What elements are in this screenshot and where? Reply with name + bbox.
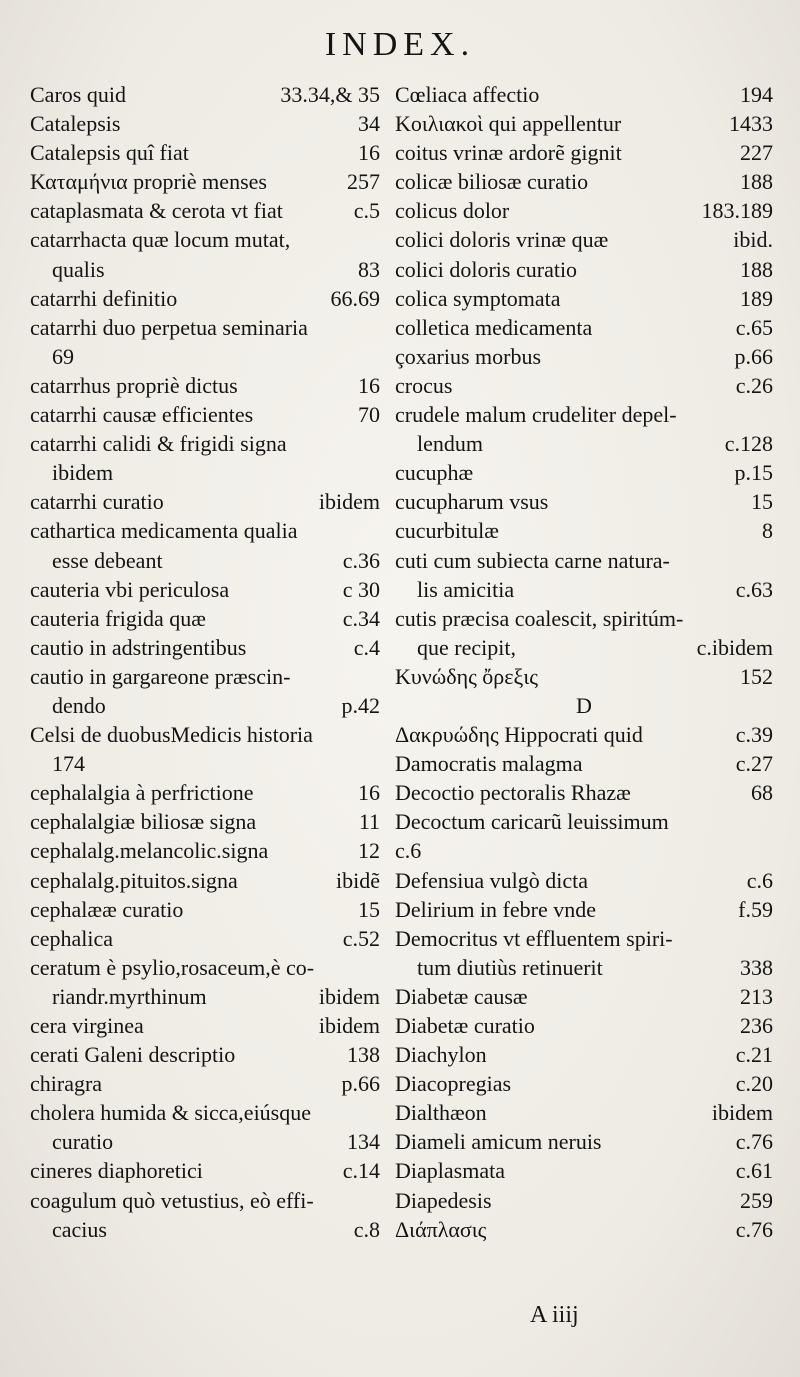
index-entry — [395, 429, 773, 458]
index-entry — [30, 1156, 380, 1185]
index-entry — [395, 749, 773, 778]
index-entry — [30, 749, 380, 778]
entry-term: cera virginea — [30, 1013, 144, 1038]
index-entry — [395, 1127, 773, 1156]
entry-term: catarrhacta quæ locum mutat, — [30, 227, 291, 253]
entry-term: catarrhus propriè dictus — [30, 372, 238, 398]
entry-page-ref: 16 — [358, 372, 380, 398]
entry-term: cephalalgiæ biliosæ signa — [30, 809, 257, 835]
index-entry — [395, 1215, 773, 1244]
section-letter — [395, 691, 773, 720]
index-entry — [395, 1098, 773, 1127]
entry-term: cucuphæ — [395, 460, 474, 486]
index-entry — [395, 836, 773, 865]
entry-page-ref: 194 — [740, 82, 773, 107]
entry-page-ref: c.21 — [735, 1042, 773, 1068]
index-entry — [395, 109, 773, 138]
entry-page-ref: ibidem — [711, 1100, 773, 1126]
entry-term: Diapedesis — [395, 1187, 492, 1213]
entry-term: Καταμήνια propriè menses — [30, 169, 267, 195]
index-entry — [395, 1156, 773, 1185]
index-entry — [30, 807, 380, 836]
index-entry — [30, 196, 380, 225]
entry-term: Decoctio pectoralis Rhazæ — [395, 780, 631, 806]
entry-page-ref: c.52 — [342, 925, 380, 951]
entry-page-ref: 188 — [740, 256, 773, 282]
entry-page-ref: 257 — [347, 169, 380, 195]
index-entry — [30, 633, 380, 662]
entry-term: cautio in adstringentibus — [30, 634, 247, 660]
entry-term: chiragra — [30, 1071, 103, 1097]
entry-term: Dialthæon — [395, 1100, 487, 1126]
entry-term: crudele malum crudeliter depel- — [395, 402, 677, 428]
entry-term: Catalepsis — [30, 111, 121, 137]
index-entry — [395, 778, 773, 807]
entry-term: ibidem — [52, 460, 114, 486]
index-entry — [30, 80, 380, 109]
index-entry — [395, 1040, 773, 1069]
index-entry — [30, 604, 380, 633]
entry-term: tum diutiùs retinuerit — [417, 954, 603, 980]
entry-term: cephalalg.pituitos.signa — [30, 867, 238, 893]
entry-term: riandr.myrthinum — [52, 983, 207, 1009]
entry-term: Delirium in febre vnde — [395, 896, 596, 922]
entry-page-ref: c.26 — [735, 372, 773, 398]
entry-page-ref: 16 — [358, 140, 380, 166]
entry-page-ref: 66.69 — [330, 285, 380, 311]
entry-term: cephalica — [30, 925, 114, 951]
entry-page-ref: c.4 — [353, 634, 380, 660]
entry-term: Diachylon — [395, 1042, 487, 1068]
entry-term: colicæ biliosæ curatio — [395, 169, 589, 195]
index-entry — [395, 924, 773, 953]
index-entry — [30, 575, 380, 604]
entry-term: c.6 — [395, 838, 422, 864]
index-entry — [395, 662, 773, 691]
entry-page-ref: ibidem — [318, 983, 380, 1009]
entry-page-ref: c.14 — [342, 1158, 380, 1184]
entry-term: D — [576, 692, 592, 718]
index-entry — [395, 487, 773, 516]
entry-page-ref: c.6 — [746, 867, 773, 893]
entry-term: Decoctum caricarũ leuissimum — [395, 809, 669, 835]
entry-page-ref: 11 — [358, 809, 380, 835]
index-entry — [30, 400, 380, 429]
entry-page-ref: c 30 — [342, 576, 380, 602]
index-entry — [30, 1098, 380, 1127]
entry-page-ref: c.ibidem — [696, 634, 773, 660]
entry-term: lis amicitia — [417, 576, 515, 602]
index-entry — [395, 225, 773, 254]
entry-page-ref: 1433 — [729, 111, 773, 137]
entry-page-ref: c.8 — [353, 1216, 380, 1242]
entry-term: Damocratis malagma — [395, 751, 583, 777]
entry-term: colicus dolor — [395, 198, 510, 224]
index-entry — [395, 604, 773, 633]
index-entry — [30, 982, 380, 1011]
entry-term: Diacopregias — [395, 1071, 512, 1097]
entry-page-ref: ibid. — [733, 227, 773, 253]
index-entry — [395, 167, 773, 196]
entry-page-ref: 236 — [740, 1013, 773, 1038]
page-header-title: INDEX. — [324, 26, 476, 63]
entry-page-ref: 213 — [740, 983, 773, 1009]
entry-term: cautio in gargareone præscin- — [30, 663, 291, 689]
index-entry — [395, 516, 773, 545]
entry-page-ref: f.59 — [738, 896, 773, 922]
index-entry — [30, 109, 380, 138]
index-entry — [30, 429, 380, 458]
index-entry — [30, 255, 380, 284]
entry-term: Κοιλιακοὶ qui appellentur — [395, 111, 622, 137]
entry-page-ref: 188 — [740, 169, 773, 195]
index-entry — [395, 575, 773, 604]
entry-page-ref: 15 — [358, 896, 380, 922]
signature-mark: A iiij — [530, 1302, 579, 1328]
entry-term: cataplasmata & cerota vt fiat — [30, 198, 283, 224]
entry-page-ref: 338 — [740, 954, 773, 980]
index-entry — [30, 1011, 380, 1040]
index-entry — [395, 807, 773, 836]
entry-term: Diabetæ causæ — [395, 983, 528, 1009]
entry-term: colica symptomata — [395, 285, 561, 311]
index-entry — [395, 284, 773, 313]
entry-page-ref: 8 — [762, 518, 773, 544]
entry-page-ref: 183.189 — [701, 198, 773, 224]
entry-term: Celsi de duobusMedicis historia — [30, 722, 313, 748]
entry-page-ref: 33.34,& 35 — [280, 82, 380, 107]
index-entry — [395, 400, 773, 429]
index-entry — [30, 1069, 380, 1098]
index-entry — [395, 80, 773, 109]
entry-page-ref: c.63 — [735, 576, 773, 602]
entry-term: qualis — [52, 256, 105, 282]
entry-page-ref: p.15 — [734, 460, 773, 486]
entry-page-ref: 152 — [740, 663, 773, 689]
entry-term: catarrhi curatio — [30, 489, 164, 515]
entry-term: cacius — [52, 1216, 107, 1242]
entry-term: catarrhi duo perpetua seminaria — [30, 314, 308, 340]
entry-term: Diabetæ curatio — [395, 1013, 535, 1038]
entry-term: 69 — [52, 343, 74, 369]
entry-page-ref: 138 — [347, 1042, 380, 1068]
entry-page-ref: 227 — [740, 140, 773, 166]
entry-term: esse debeant — [52, 547, 163, 573]
entry-page-ref: 189 — [740, 285, 773, 311]
entry-term: cholera humida & sicca,eiúsque — [30, 1100, 312, 1126]
entry-term: çoxarius morbus — [395, 343, 542, 369]
entry-term: colici doloris vrinæ quæ — [395, 227, 609, 253]
entry-term: curatio — [52, 1129, 114, 1155]
entry-page-ref: c.34 — [342, 605, 380, 631]
index-entry — [30, 924, 380, 953]
index-entry — [395, 342, 773, 371]
entry-page-ref: 134 — [347, 1129, 380, 1155]
entry-term: Caros quid — [30, 82, 126, 107]
entry-term: cuti cum subiecta carne natura- — [395, 547, 670, 573]
entry-term: cephalalgia à perfrictione — [30, 780, 254, 806]
entry-term: Diameli amicum neruis — [395, 1129, 602, 1155]
index-entry — [395, 866, 773, 895]
entry-term: cerati Galeni descriptio — [30, 1042, 236, 1068]
index-entry — [30, 458, 380, 487]
index-entry — [30, 1127, 380, 1156]
entry-page-ref: c.27 — [735, 751, 773, 777]
entry-page-ref: ibidẽ — [336, 867, 380, 893]
entry-term: catarrhi definitio — [30, 285, 178, 311]
entry-term: Democritus vt effluentem spiri- — [395, 925, 673, 951]
entry-term: Κυνώδης ὄρεξις — [395, 663, 538, 689]
entry-page-ref: 34 — [358, 111, 380, 137]
index-entry — [395, 720, 773, 749]
entry-term: cineres diaphoretici — [30, 1158, 203, 1184]
entry-term: Διάπλασις — [395, 1216, 487, 1242]
entry-page-ref: c.39 — [735, 722, 773, 748]
index-entry — [30, 342, 380, 371]
index-entry — [395, 1069, 773, 1098]
entry-page-ref: 12 — [358, 838, 380, 864]
entry-term: dendo — [52, 692, 106, 718]
index-entry — [30, 836, 380, 865]
entry-page-ref: c.128 — [724, 431, 773, 457]
entry-term: cucupharum vsus — [395, 489, 549, 515]
entry-term: lendum — [417, 431, 483, 457]
entry-page-ref: 16 — [358, 780, 380, 806]
index-column-right — [395, 80, 773, 1244]
entry-term: 174 — [52, 751, 85, 777]
index-entry — [395, 982, 773, 1011]
index-entry — [395, 255, 773, 284]
index-entry — [395, 895, 773, 924]
entry-page-ref: 68 — [751, 780, 773, 806]
entry-term: ceratum è psylio,rosaceum,è co- — [30, 954, 315, 980]
entry-page-ref: ibidem — [318, 489, 380, 515]
entry-page-ref: c.76 — [735, 1216, 773, 1242]
entry-term: Δακρυώδης Hippocrati quid — [395, 722, 643, 748]
index-entry — [30, 313, 380, 342]
index-entry — [30, 720, 380, 749]
entry-term: coagulum quò vetustius, eò effi- — [30, 1187, 314, 1213]
index-entry — [30, 953, 380, 982]
entry-term: Cœliaca affectio — [395, 82, 540, 107]
entry-term: catarrhi causæ efficientes — [30, 402, 254, 428]
entry-term: colici doloris curatio — [395, 256, 578, 282]
entry-page-ref: c.65 — [735, 314, 773, 340]
index-entry — [395, 313, 773, 342]
entry-term: cathartica medicamenta qualia — [30, 518, 298, 544]
index-entry — [30, 778, 380, 807]
entry-term: cauteria frigida quæ — [30, 605, 206, 631]
index-entry — [30, 138, 380, 167]
entry-page-ref: c.76 — [735, 1129, 773, 1155]
entry-term: coitus vrinæ ardorẽ gignit — [395, 140, 622, 166]
index-entry — [395, 138, 773, 167]
index-entry — [395, 371, 773, 400]
entry-page-ref: p.66 — [734, 343, 773, 369]
entry-term: colletica medicamenta — [395, 314, 593, 340]
index-entry — [30, 1215, 380, 1244]
entry-page-ref: 70 — [358, 402, 380, 428]
entry-page-ref: p.42 — [341, 692, 380, 718]
index-entry — [395, 953, 773, 982]
index-entry — [395, 633, 773, 662]
entry-term: cauteria vbi periculosa — [30, 576, 230, 602]
entry-page-ref: c.36 — [342, 547, 380, 573]
entry-term: Defensiua vulgò dicta — [395, 867, 589, 893]
index-entry — [30, 516, 380, 545]
entry-page-ref: c.5 — [353, 198, 380, 224]
index-column-left — [30, 80, 380, 1244]
index-entry — [30, 1040, 380, 1069]
entry-page-ref: c.20 — [735, 1071, 773, 1097]
index-entry — [395, 196, 773, 225]
entry-term: crocus — [395, 372, 453, 398]
index-entry — [30, 1186, 380, 1215]
entry-page-ref: 83 — [358, 256, 380, 282]
entry-term: cephalalg.melancolic.signa — [30, 838, 269, 864]
entry-term: catarrhi calidi & frigidi signa — [30, 431, 287, 457]
index-entry — [30, 895, 380, 924]
index-entry — [30, 866, 380, 895]
index-entry — [395, 1011, 773, 1040]
index-entry — [30, 662, 380, 691]
entry-page-ref: 15 — [751, 489, 773, 515]
entry-page-ref: ibidem — [318, 1013, 380, 1038]
entry-term: Diaplasmata — [395, 1158, 505, 1184]
index-entry — [30, 167, 380, 196]
index-entry — [395, 546, 773, 575]
entry-term: cucurbitulæ — [395, 518, 499, 544]
entry-term: que recipit, — [417, 634, 516, 660]
index-entry — [30, 487, 380, 516]
entry-term: cephalææ curatio — [30, 896, 184, 922]
entry-term: Catalepsis quî fiat — [30, 140, 189, 166]
index-entry — [395, 1186, 773, 1215]
entry-term: cutis præcisa coalescit, spiritúm- — [395, 605, 684, 631]
entry-page-ref: 259 — [740, 1187, 773, 1213]
index-entry — [30, 546, 380, 575]
index-entry — [30, 691, 380, 720]
index-entry — [30, 284, 380, 313]
entry-page-ref: p.66 — [341, 1071, 380, 1097]
entry-page-ref: c.61 — [735, 1158, 773, 1184]
index-entry — [30, 225, 380, 254]
index-entry — [30, 371, 380, 400]
index-entry — [395, 458, 773, 487]
